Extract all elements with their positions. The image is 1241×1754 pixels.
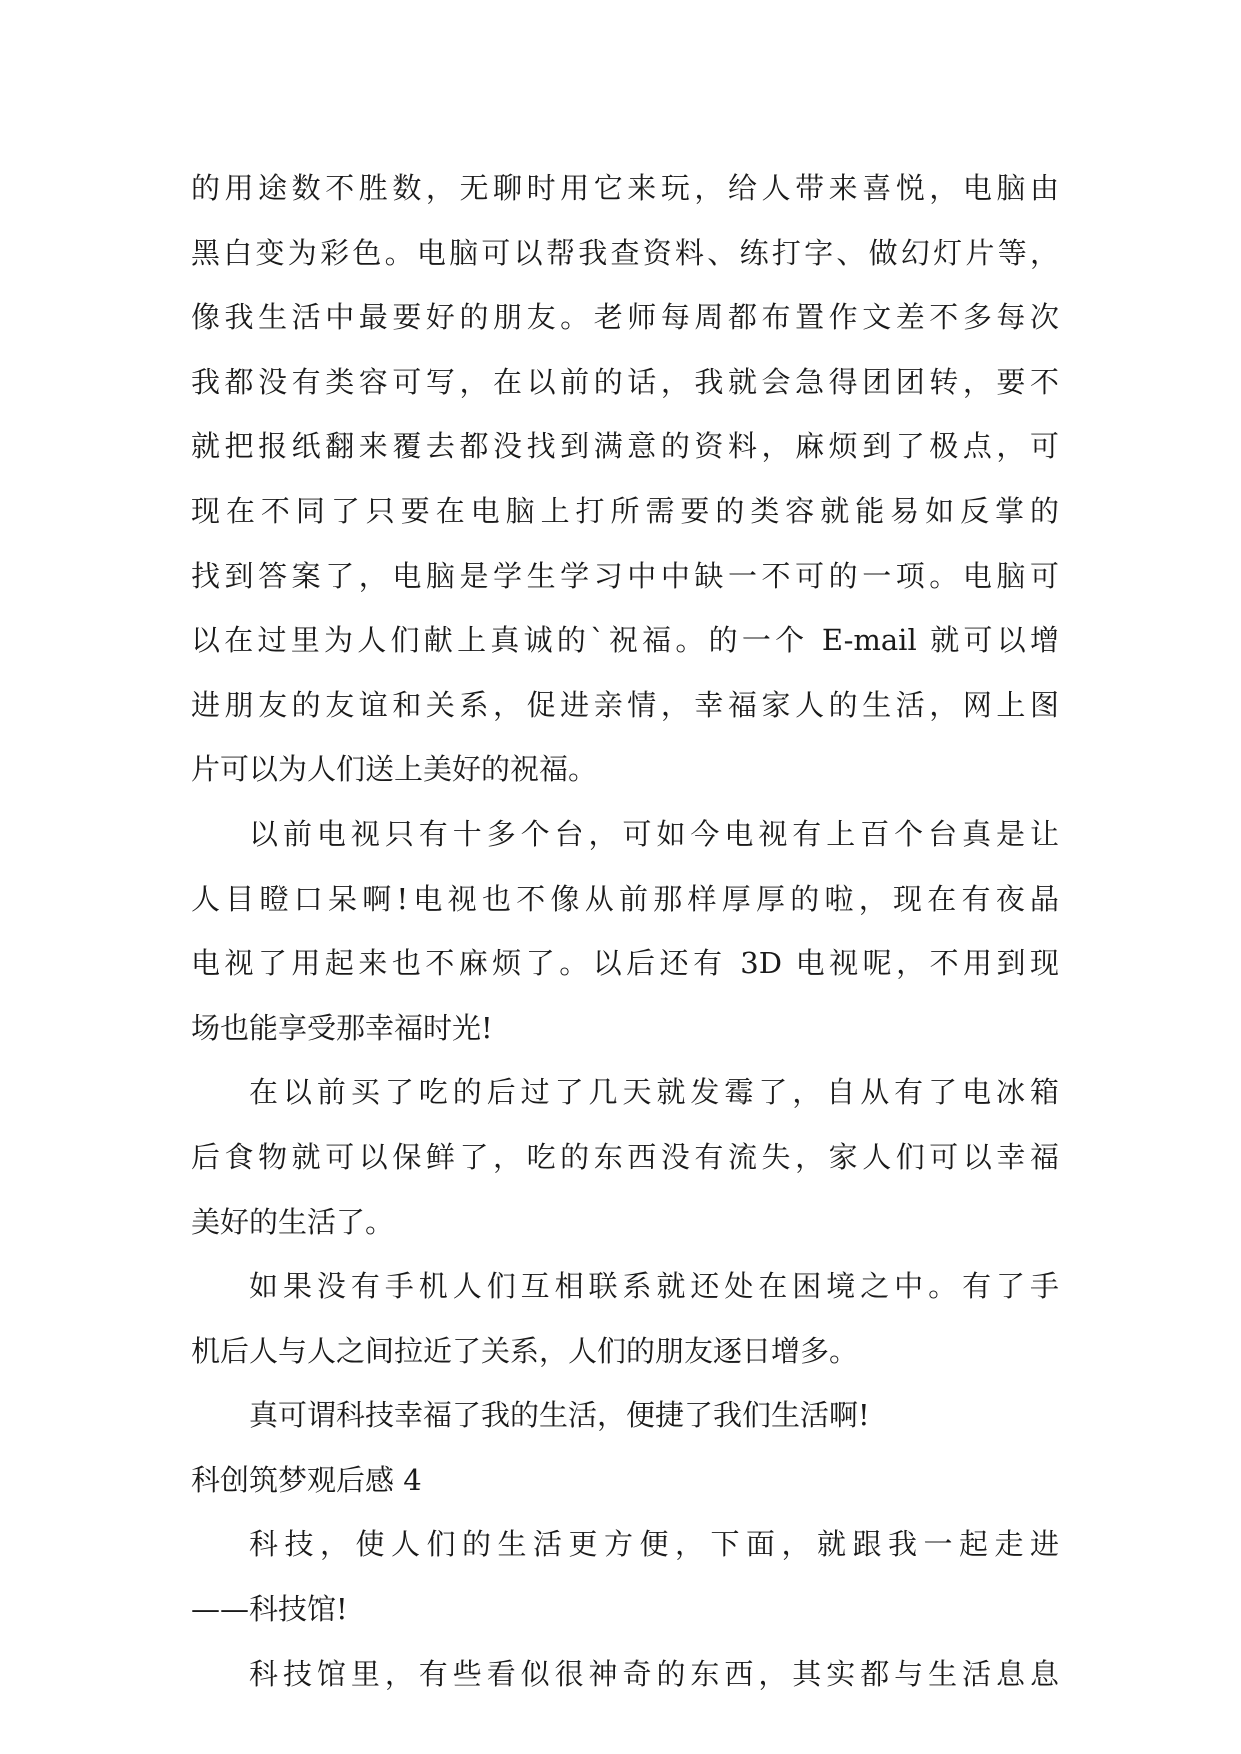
text-line: 现在不同了只要在电脑上打所需要的类容就能易如反掌的	[191, 493, 1059, 528]
text-line: 的用途数不胜数，无聊时用它来玩，给人带来喜悦，电脑由	[191, 171, 1059, 205]
text-line: 真可谓科技幸福了我的生活，便捷了我们生活啊!	[249, 1398, 870, 1433]
text-line: 片可以为人们送上美好的祝福。	[191, 752, 598, 787]
text-line: ——科技馆!	[191, 1592, 348, 1627]
text-line: 像我生活中最要好的朋友。老师每周都布置作文差不多每次	[191, 300, 1059, 335]
text-line: 在以前买了吃的后过了几天就发霉了，自从有了电冰箱	[249, 1075, 1059, 1110]
text-line: 黑白变为彩色。电脑可以帮我查资料、练打字、做幻灯片等，	[191, 235, 1059, 270]
section-heading: 科创筑梦观后感 4	[191, 1462, 422, 1497]
text-line: 以在过里为人们献上真诚的`祝福。的一个 E-mail 就可以增	[191, 623, 1059, 658]
text-line: 场也能享受那幸福时光!	[191, 1010, 493, 1045]
text-line: 美好的生活了。	[191, 1204, 395, 1239]
text-line: 就把报纸翻来覆去都没找到满意的资料，麻烦到了极点，可	[191, 429, 1059, 464]
text-line: 科技，使人们的生活更方便，下面，就跟我一起走进	[249, 1527, 1059, 1562]
text-line: 如果没有手机人们互相联系就还处在困境之中。有了手	[249, 1269, 1059, 1304]
text-line: 电视了用起来也不麻烦了。以后还有 3D 电视呢，不用到现	[191, 946, 1059, 981]
text-line: 科技馆里，有些看似很神奇的东西，其实都与生活息息	[249, 1656, 1059, 1691]
text-line: 我都没有类容可写，在以前的话，我就会急得团团转，要不	[191, 364, 1059, 399]
text-line: 人目瞪口呆啊!电视也不像从前那样厚厚的啦，现在有夜晶	[191, 881, 1059, 916]
text-line: 进朋友的友谊和关系，促进亲情，幸福家人的生活，网上图	[191, 687, 1059, 722]
body-text	[191, 156, 1059, 1706]
text-line: 后食物就可以保鲜了，吃的东西没有流失，家人们可以幸福	[191, 1139, 1059, 1174]
text-line: 以前电视只有十多个台，可如今电视有上百个台真是让	[249, 816, 1059, 851]
text-line: 找到答案了，电脑是学生学习中中缺一不可的一项。电脑可	[191, 558, 1059, 593]
text-line: 机后人与人之间拉近了关系，人们的朋友逐日增多。	[191, 1333, 859, 1368]
